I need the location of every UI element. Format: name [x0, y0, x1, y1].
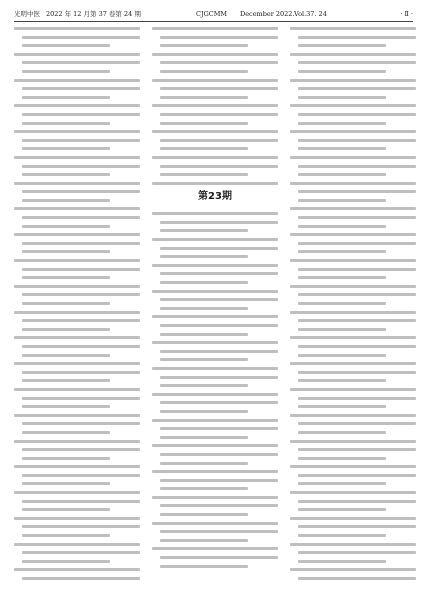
entry-line-placeholder	[14, 543, 140, 546]
entry-line-placeholder	[160, 96, 248, 99]
entry-line-placeholder	[160, 247, 278, 250]
entry-line-placeholder	[298, 139, 416, 142]
entry-line-placeholder	[22, 379, 110, 382]
entry-line-placeholder	[160, 333, 248, 336]
entry-line-placeholder	[152, 130, 278, 133]
entry-line-placeholder	[298, 44, 386, 47]
entry-line-placeholder	[22, 371, 140, 374]
entry-line-placeholder	[22, 113, 140, 116]
entry-line-placeholder	[22, 96, 110, 99]
entry-line-placeholder	[22, 525, 140, 528]
entry-line-placeholder	[160, 165, 278, 168]
index-column-2	[152, 27, 278, 595]
entry-line-placeholder	[14, 207, 140, 210]
entry-line-placeholder	[22, 422, 140, 425]
entry-line-placeholder	[14, 311, 140, 314]
issue-heading: 第23期	[198, 191, 232, 203]
entry-line-placeholder	[160, 36, 278, 39]
entry-line-placeholder	[22, 354, 110, 357]
entry-line-placeholder	[298, 61, 416, 64]
entry-line-placeholder	[22, 457, 110, 460]
entry-line-placeholder	[290, 156, 416, 159]
entry-line-placeholder	[152, 182, 278, 185]
entry-line-placeholder	[22, 173, 110, 176]
english-issue-date: December 2022.	[240, 10, 295, 18]
entry-line-placeholder	[160, 513, 248, 516]
entry-line-placeholder	[14, 336, 140, 339]
entry-line-placeholder	[22, 216, 140, 219]
entry-line-placeholder	[290, 27, 416, 30]
entry-line-placeholder	[298, 87, 416, 90]
entry-line-placeholder	[160, 453, 278, 456]
english-volume: Vol.37. 24	[294, 10, 327, 18]
entry-line-placeholder	[152, 341, 278, 344]
entry-line-placeholder	[22, 139, 140, 142]
entry-line-placeholder	[160, 427, 278, 430]
entry-line-placeholder	[22, 250, 110, 253]
entry-line-placeholder	[152, 315, 278, 318]
entry-line-placeholder	[160, 44, 248, 47]
entry-line-placeholder	[290, 440, 416, 443]
entry-line-placeholder	[22, 397, 140, 400]
entry-line-placeholder	[22, 431, 110, 434]
column-2-bottom-entries	[152, 212, 278, 567]
entry-line-placeholder	[152, 104, 278, 107]
entry-line-placeholder	[160, 556, 278, 559]
entry-line-placeholder	[298, 560, 386, 563]
entry-line-placeholder	[22, 87, 140, 90]
entry-line-placeholder	[160, 324, 278, 327]
entry-line-placeholder	[290, 233, 416, 236]
entry-line-placeholder	[152, 264, 278, 267]
entry-line-placeholder	[22, 190, 140, 193]
entry-line-placeholder	[22, 225, 110, 228]
entry-line-placeholder	[22, 508, 110, 511]
entry-line-placeholder	[152, 367, 278, 370]
entry-line-placeholder	[290, 130, 416, 133]
entry-line-placeholder	[298, 319, 416, 322]
entry-line-placeholder	[22, 293, 140, 296]
entry-line-placeholder	[298, 577, 416, 580]
entry-line-placeholder	[152, 393, 278, 396]
entry-line-placeholder	[298, 397, 416, 400]
entry-line-placeholder	[160, 229, 248, 232]
entry-line-placeholder	[298, 354, 386, 357]
entry-line-placeholder	[22, 448, 140, 451]
entry-line-placeholder	[14, 156, 140, 159]
entry-line-placeholder	[160, 255, 248, 258]
entry-line-placeholder	[160, 487, 248, 490]
entry-line-placeholder	[160, 298, 278, 301]
chinese-issue-date: 2022 年 12 月第 37 卷第 24 期	[46, 10, 141, 18]
entry-line-placeholder	[298, 70, 386, 73]
entry-line-placeholder	[160, 401, 278, 404]
entry-line-placeholder	[298, 534, 386, 537]
entry-line-placeholder	[160, 410, 248, 413]
entry-line-placeholder	[14, 285, 140, 288]
entry-line-placeholder	[22, 44, 110, 47]
entry-line-placeholder	[160, 70, 248, 73]
entry-line-placeholder	[298, 250, 386, 253]
entry-line-placeholder	[22, 276, 110, 279]
entry-line-placeholder	[14, 568, 140, 571]
entry-line-placeholder	[14, 491, 140, 494]
entry-line-placeholder	[22, 165, 140, 168]
entry-line-placeholder	[290, 53, 416, 56]
entry-line-placeholder	[22, 70, 110, 73]
entry-line-placeholder	[14, 465, 140, 468]
entry-line-placeholder	[160, 272, 278, 275]
entry-line-placeholder	[22, 560, 110, 563]
entry-line-placeholder	[22, 147, 110, 150]
entry-line-placeholder	[298, 242, 416, 245]
column-2-top-entries	[152, 27, 278, 185]
entry-line-placeholder	[152, 496, 278, 499]
running-header	[14, 9, 413, 22]
entry-line-placeholder	[290, 311, 416, 314]
entry-line-placeholder	[290, 285, 416, 288]
entry-line-placeholder	[160, 539, 248, 542]
entry-line-placeholder	[298, 96, 386, 99]
entry-line-placeholder	[152, 522, 278, 525]
entry-line-placeholder	[22, 345, 140, 348]
entry-line-placeholder	[152, 27, 278, 30]
journal-name: 光明中医	[14, 10, 40, 18]
entry-line-placeholder	[298, 457, 386, 460]
entry-line-placeholder	[22, 36, 140, 39]
entry-line-placeholder	[298, 422, 416, 425]
entry-line-placeholder	[14, 440, 140, 443]
entry-line-placeholder	[160, 307, 248, 310]
entry-line-placeholder	[160, 504, 278, 507]
entry-line-placeholder	[298, 448, 416, 451]
entry-line-placeholder	[160, 113, 278, 116]
entry-line-placeholder	[22, 319, 140, 322]
entry-line-placeholder	[298, 551, 416, 554]
entry-line-placeholder	[22, 268, 140, 271]
entry-line-placeholder	[298, 525, 416, 528]
entry-line-placeholder	[298, 293, 416, 296]
entry-line-placeholder	[152, 547, 278, 550]
entry-line-placeholder	[160, 61, 278, 64]
entry-line-placeholder	[22, 61, 140, 64]
entry-line-placeholder	[152, 212, 278, 215]
entry-line-placeholder	[14, 414, 140, 417]
entry-line-placeholder	[22, 500, 140, 503]
entry-line-placeholder	[298, 225, 386, 228]
entry-line-placeholder	[298, 36, 416, 39]
entry-line-placeholder	[298, 190, 416, 193]
entry-line-placeholder	[152, 53, 278, 56]
entry-line-placeholder	[298, 482, 386, 485]
entry-line-placeholder	[160, 462, 248, 465]
entry-line-placeholder	[152, 419, 278, 422]
entry-line-placeholder	[152, 79, 278, 82]
entry-line-placeholder	[290, 259, 416, 262]
entry-line-placeholder	[290, 517, 416, 520]
index-columns	[14, 27, 413, 595]
entry-line-placeholder	[22, 482, 110, 485]
entry-line-placeholder	[290, 543, 416, 546]
entry-line-placeholder	[160, 358, 248, 361]
entry-line-placeholder	[152, 290, 278, 293]
entry-line-placeholder	[290, 182, 416, 185]
entry-line-placeholder	[298, 345, 416, 348]
entry-line-placeholder	[290, 568, 416, 571]
entry-line-placeholder	[290, 491, 416, 494]
entry-line-placeholder	[152, 444, 278, 447]
entry-line-placeholder	[160, 384, 248, 387]
entry-line-placeholder	[298, 474, 416, 477]
entry-line-placeholder	[298, 276, 386, 279]
entry-line-placeholder	[298, 216, 416, 219]
entry-line-placeholder	[152, 156, 278, 159]
entry-line-placeholder	[160, 147, 248, 150]
entry-line-placeholder	[298, 508, 386, 511]
entry-line-placeholder	[22, 577, 140, 580]
entry-line-placeholder	[290, 207, 416, 210]
entry-line-placeholder	[14, 517, 140, 520]
entry-line-placeholder	[160, 173, 248, 176]
entry-line-placeholder	[290, 336, 416, 339]
entry-line-placeholder	[298, 173, 386, 176]
entry-line-placeholder	[152, 238, 278, 241]
entry-line-placeholder	[298, 371, 416, 374]
entry-line-placeholder	[22, 534, 110, 537]
entry-line-placeholder	[14, 259, 140, 262]
entry-line-placeholder	[298, 431, 386, 434]
entry-line-placeholder	[290, 414, 416, 417]
entry-line-placeholder	[152, 470, 278, 473]
journal-abbreviation: CJGCMM	[196, 10, 228, 18]
index-column-3	[290, 27, 416, 595]
entry-line-placeholder	[298, 500, 416, 503]
entry-line-placeholder	[298, 268, 416, 271]
entry-line-placeholder	[160, 436, 248, 439]
entry-line-placeholder	[298, 379, 386, 382]
entry-line-placeholder	[14, 104, 140, 107]
entry-line-placeholder	[160, 350, 278, 353]
entry-line-placeholder	[298, 328, 386, 331]
entry-line-placeholder	[22, 199, 110, 202]
entry-line-placeholder	[290, 104, 416, 107]
entry-line-placeholder	[298, 147, 386, 150]
entry-line-placeholder	[14, 388, 140, 391]
index-column-1	[14, 27, 140, 595]
entry-line-placeholder	[14, 362, 140, 365]
entry-line-placeholder	[298, 199, 386, 202]
entry-line-placeholder	[14, 79, 140, 82]
entry-line-placeholder	[22, 551, 140, 554]
entry-line-placeholder	[160, 139, 278, 142]
entry-line-placeholder	[14, 27, 140, 30]
entry-line-placeholder	[14, 182, 140, 185]
page-number: · Ⅱ ·	[400, 10, 413, 18]
entry-line-placeholder	[14, 53, 140, 56]
entry-line-placeholder	[14, 130, 140, 133]
entry-line-placeholder	[22, 328, 110, 331]
entry-line-placeholder	[298, 165, 416, 168]
entry-line-placeholder	[290, 362, 416, 365]
entry-line-placeholder	[160, 122, 248, 125]
entry-line-placeholder	[160, 565, 248, 568]
entry-line-placeholder	[22, 474, 140, 477]
entry-line-placeholder	[290, 388, 416, 391]
entry-line-placeholder	[160, 87, 278, 90]
entry-line-placeholder	[22, 405, 110, 408]
entry-line-placeholder	[298, 405, 386, 408]
entry-line-placeholder	[160, 221, 278, 224]
entry-line-placeholder	[160, 281, 248, 284]
entry-line-placeholder	[290, 465, 416, 468]
entry-line-placeholder	[160, 530, 278, 533]
entry-line-placeholder	[22, 242, 140, 245]
entry-line-placeholder	[14, 233, 140, 236]
entry-line-placeholder	[22, 122, 110, 125]
entry-line-placeholder	[298, 122, 386, 125]
entry-line-placeholder	[290, 79, 416, 82]
entry-line-placeholder	[22, 302, 110, 305]
entry-line-placeholder	[298, 113, 416, 116]
entry-line-placeholder	[298, 302, 386, 305]
entry-line-placeholder	[160, 376, 278, 379]
entry-line-placeholder	[160, 479, 278, 482]
